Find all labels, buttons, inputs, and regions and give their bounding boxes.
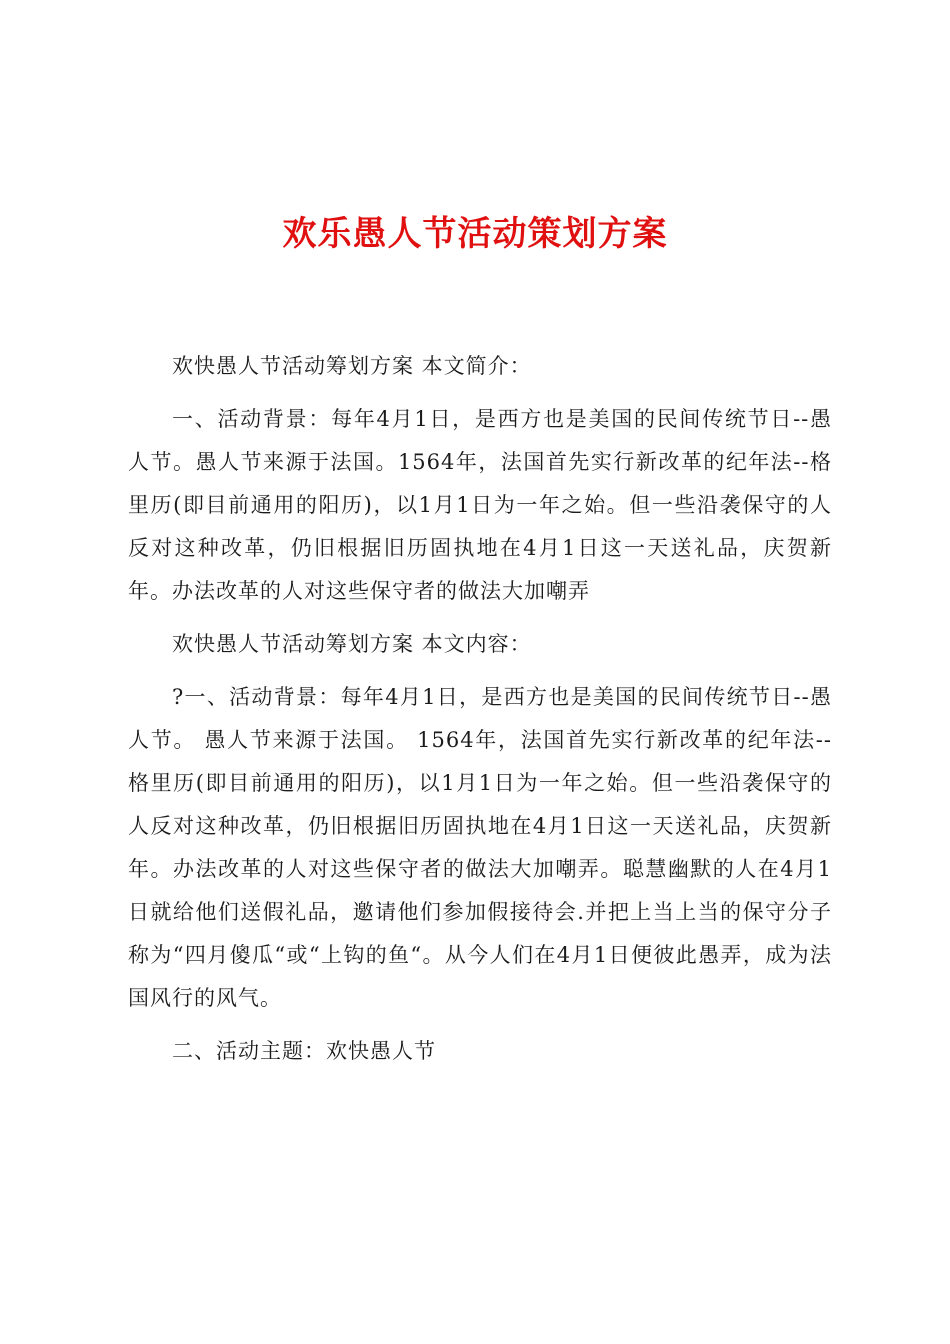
paragraph-summary-heading: 欢快愚人节活动筹划方案 本文简介： bbox=[172, 354, 532, 378]
document-body bbox=[128, 345, 832, 1083]
paragraph-content-heading: 欢快愚人节活动筹划方案 本文内容： bbox=[172, 632, 532, 656]
document-title: 欢乐愚人节活动策划方案 bbox=[282, 214, 668, 254]
paragraph-activity-theme: 二、活动主题：欢快愚人节 bbox=[172, 1039, 436, 1063]
paragraph-content-background: ?一、活动背景：每年4月1日，是西方也是美国的民间传统节日--愚人节。 愚人节来源于法国。 1564年，法国首先实行新改革的纪年法--格里历(即目前通用的阳历)，以1月1日为一年之始。但一些沿袭保守的人反对这种改革，仍旧根据旧历固执地在4月1日这一天送礼品，庆贺新年。办法改革的人对这些保守者的做法大加嘲弄。聪慧幽默的人在4月1日就给他们送假礼品，邀请他们参加假接待会.并把上当上当的保守分子称为“四月傻瓜“或“上钩的鱼“。从今人们在4月1日便彼此愚弄，成为法国风行的风气。 bbox=[128, 685, 832, 1010]
paragraph-summary-background: 一、活动背景：每年4月1日，是西方也是美国的民间传统节日--愚人节。愚人节来源于法国。1564年，法国首先实行新改革的纪年法--格里历(即目前通用的阳历)，以1月1日为一年之始。但一些沿袭保守的人反对这种改革，仍旧根据旧历固执地在4月1日这一天送礼品，庆贺新年。办法改革的人对这些保守者的做法大加嘲弄 bbox=[128, 407, 832, 603]
